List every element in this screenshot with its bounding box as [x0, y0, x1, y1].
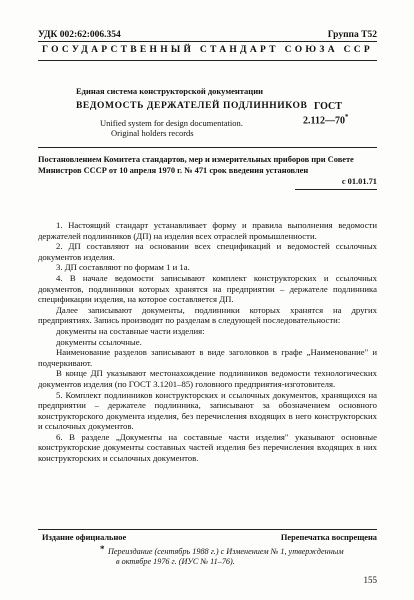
paragraph-7: документы ссылочные.	[56, 336, 142, 347]
paragraph-5: Далее записывают документы, подлинники которых хранятся на других предприятиях. Запись производят по разделам в следующей последовательности:	[38, 304, 377, 326]
system-name: Единая система конструкторской документации	[76, 86, 263, 96]
gost-number	[303, 113, 348, 126]
gost-number-text: 2.112—70	[303, 115, 345, 127]
english-title-line1: Unified system for design documentation.	[100, 118, 243, 128]
effective-date: с 01.01.71	[341, 177, 377, 186]
udk-code: УДК 002:62:006.354	[38, 30, 121, 40]
edition-label: Издание официальное	[42, 533, 127, 542]
footnote	[108, 547, 344, 567]
date-underline	[295, 189, 377, 190]
paragraph-8: Наименование разделов записывают в виде заголовков в графе „Наименование" и подчеркивают.	[38, 347, 377, 368]
standard-title: ГОСУДАРСТВЕННЫЙ СТАНДАРТ СОЮЗА ССР	[41, 45, 374, 55]
footnote-asterisk: *	[100, 544, 105, 554]
group-code: Группа Т52	[327, 30, 377, 40]
footer-rule	[38, 529, 377, 530]
top-rule	[38, 41, 377, 42]
page-number: 155	[363, 575, 377, 585]
paragraph-6: документы на составные части изделия:	[56, 325, 205, 336]
paragraph-4: 4. В начале ведомости записывают комплект конструкторских и ссылочных документов, подлинники которых хранятся на предприятии – держателе подлинника спецификации изделия, на которое составляется ДП.	[38, 272, 377, 305]
paragraph-3: 3. ДП составляют по формам 1 и 1а.	[56, 262, 190, 273]
footnote-line-1: Переиздание (сентябрь 1988 г.) с Изменением № 1, утвержденным	[108, 547, 344, 556]
reprint-notice: Перепечатка воспрещена	[280, 533, 377, 542]
document-title: ВЕДОМОСТЬ ДЕРЖАТЕЛЕЙ ПОДЛИННИКОВ	[76, 101, 308, 111]
paragraph-9: В конце ДП указывают местонахождение подлинников ведомости технологических документов изделия (по ГОСТ 3.1201–85) головного предприятия-изготовителя.	[38, 368, 377, 389]
decree-rule	[38, 147, 377, 148]
paragraph-10: 5. Комплект подлинников конструкторских и ссылочных документов, хранящихся на предприятии – держателе подлинника, записывают за обозначением основного конструкторского документа изделия, без перечисления входящих в него конструкторских и ссылочных документов.	[38, 389, 377, 432]
footnote-line-2: в октябре 1976 г. (ИУС № 11–76).	[116, 557, 235, 566]
english-title-line2: Original holders records	[111, 128, 194, 138]
title-rule	[38, 60, 377, 61]
standard-body	[38, 220, 377, 464]
paragraph-11: 6. В разделе „Документы на составные части изделия" указывают основные конструкторские документы составных частей изделия без перечисления входящих в них конструкторских и ссылочных документов.	[38, 431, 377, 464]
gost-label: ГОСТ	[314, 101, 342, 112]
gost-asterisk: *	[344, 113, 349, 121]
paragraph-2: 2. ДП составляют на основании всех спецификаций и ведомостей ссылочных документов изделия.	[38, 241, 377, 262]
paragraph-1: 1. Настоящий стандарт устанавливает форму и правила выполнения ведомости держателей подлинников (ДП) на изделия всех отраслей промышленности.	[38, 220, 377, 241]
decree-text: Постановлением Комитета стандартов, мер и измерительных приборов при Совете Министров СССР от 10 апреля 1970 г. № 471 срок введения установлен	[38, 155, 354, 175]
